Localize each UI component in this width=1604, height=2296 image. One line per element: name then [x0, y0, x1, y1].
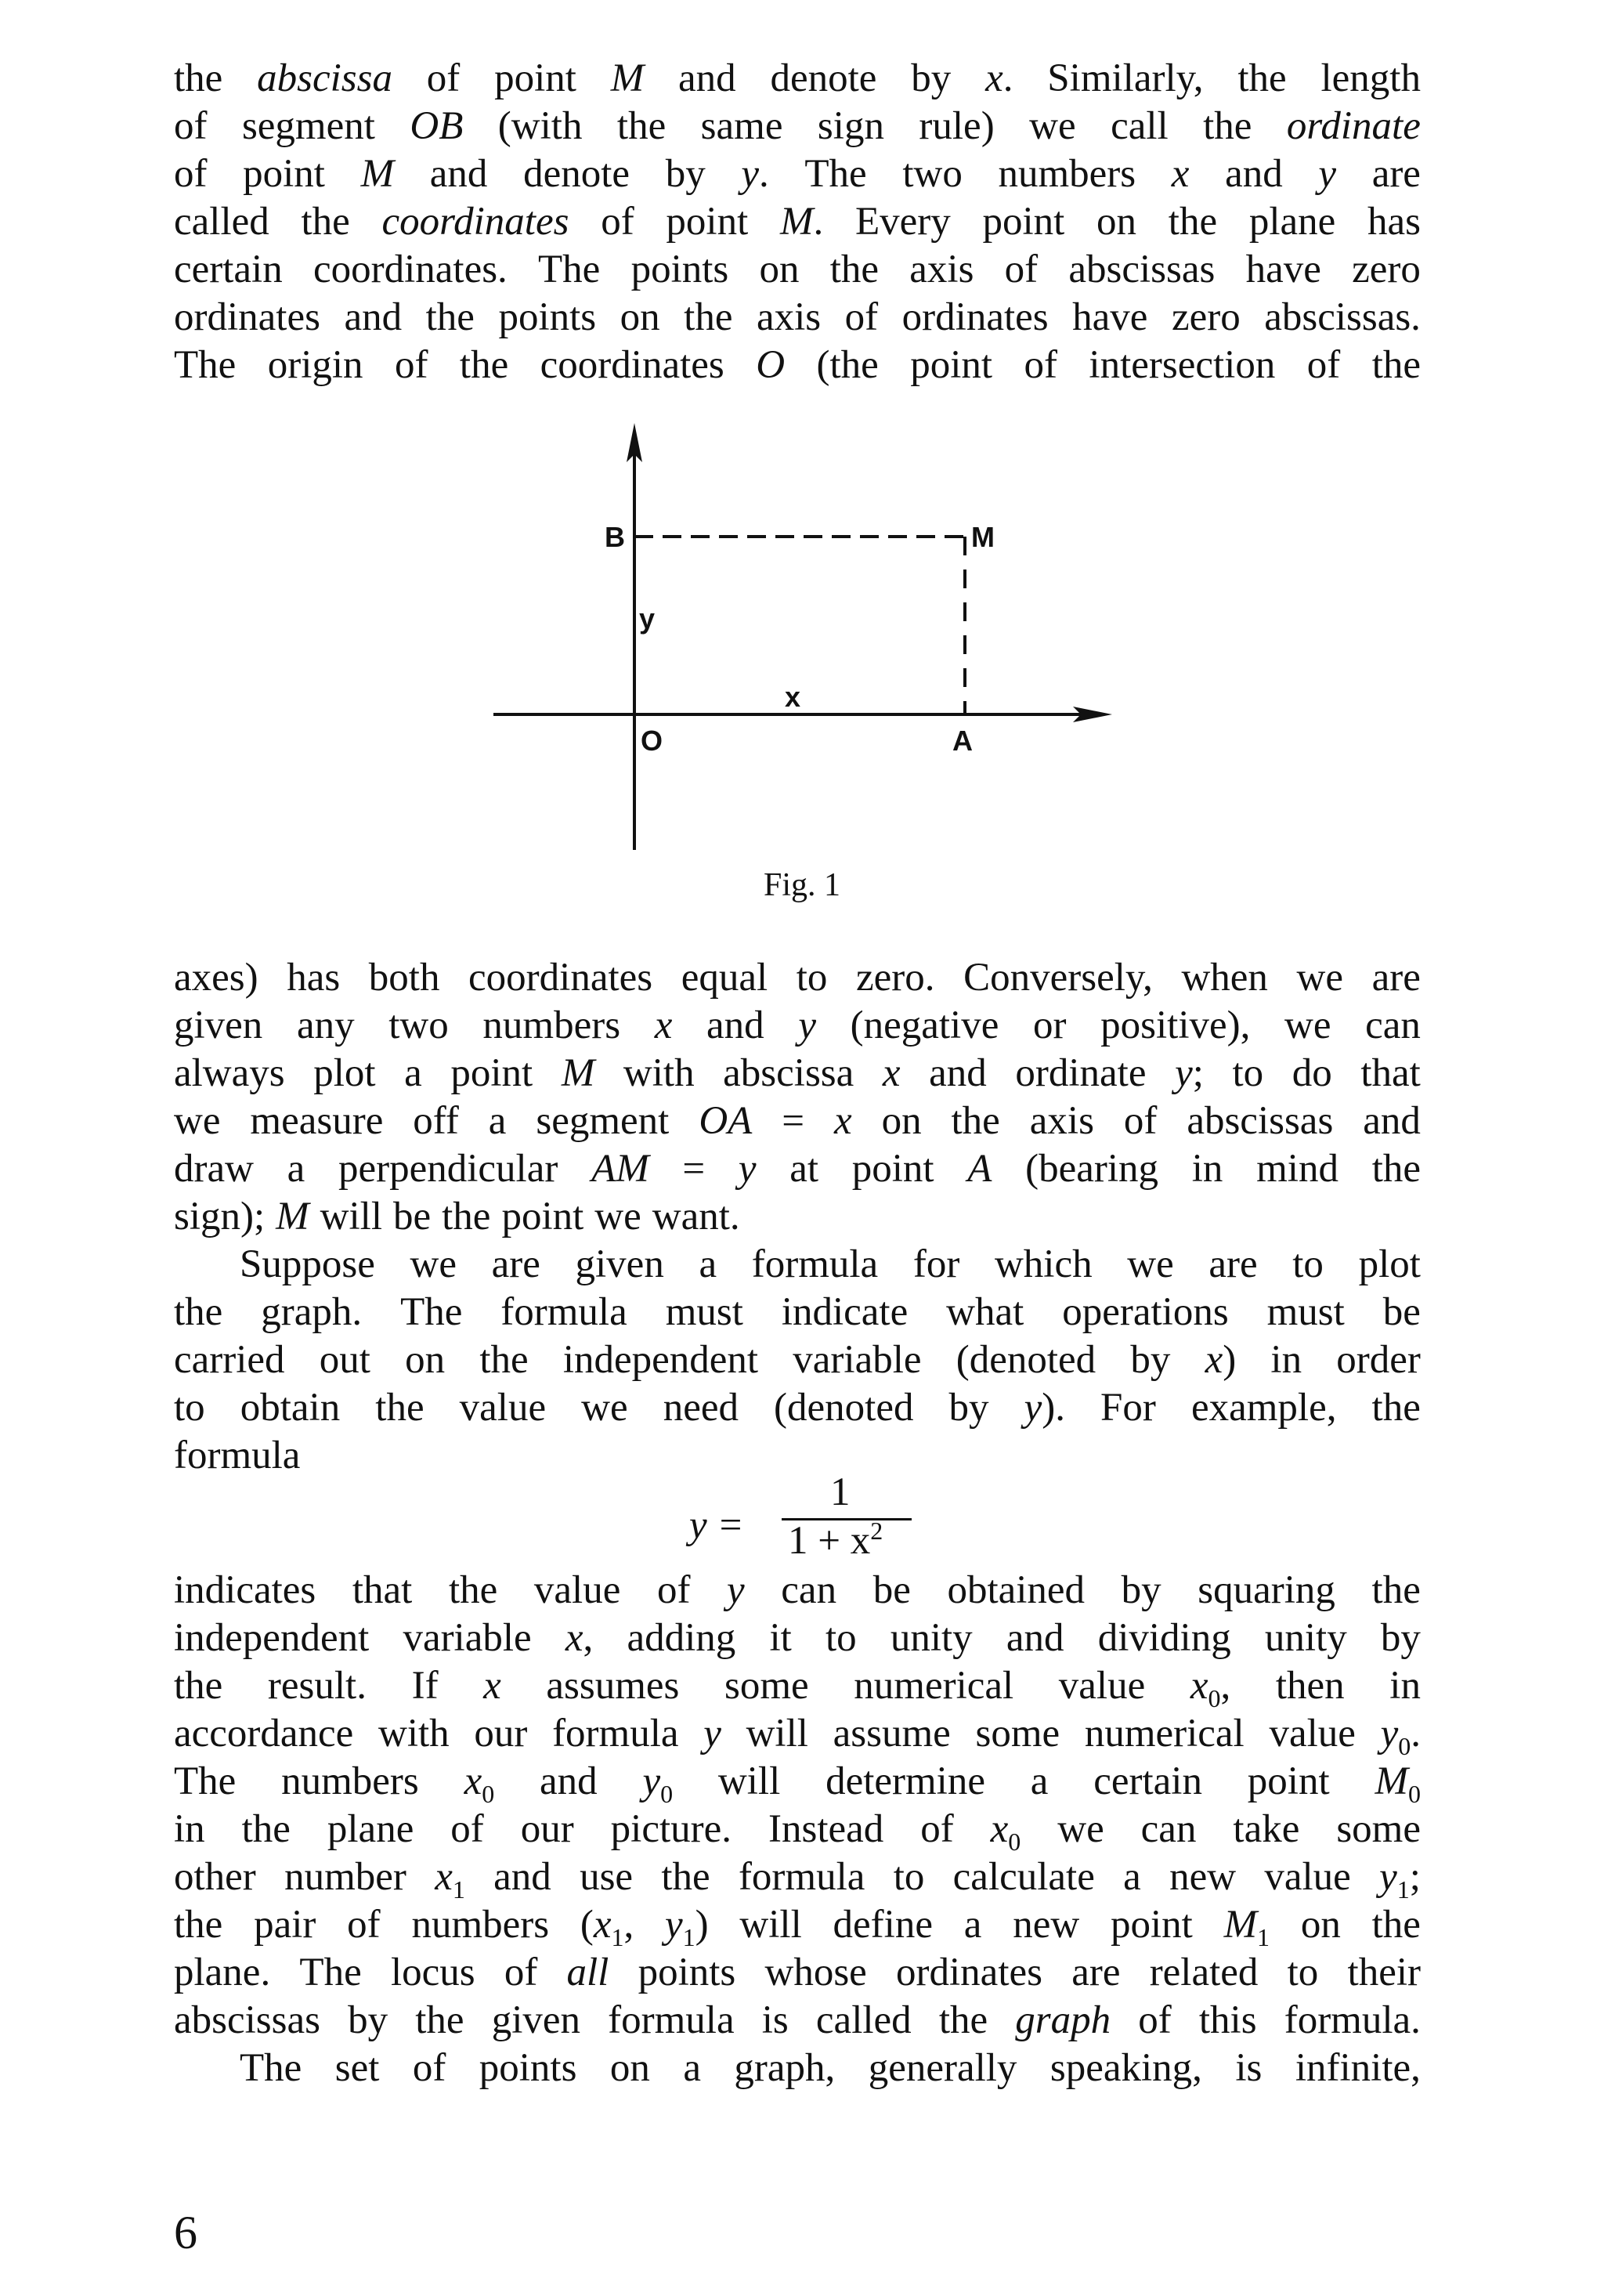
- text-line: Suppose we are given a formula for which we are to plot: [240, 1242, 1421, 1286]
- text-line: of segment OB (with the same sign rule) we call the ordinate: [174, 104, 1421, 148]
- label-b: B: [605, 521, 625, 553]
- text-line: given any two numbers x and y (negative or positive), we can: [174, 1003, 1421, 1047]
- text-line: draw a perpendicular AM = y at point A (bearing in mind the: [174, 1147, 1421, 1191]
- formula-denominator-exponent: 2: [870, 1517, 883, 1545]
- paragraph-1: [174, 55, 1421, 389]
- figure-caption: Fig. 1: [763, 867, 841, 903]
- text-line: other number $x_1$ and use the formula to calculate a new value $y_1$;: [174, 1855, 1421, 1904]
- label-o: O: [641, 725, 663, 757]
- text-line: plane. The locus of all points whose ordinates are related to their: [174, 1951, 1421, 1994]
- text-line: the result. If x assumes some numerical value $x_0$, then in: [174, 1664, 1421, 1713]
- formula-denominator: [788, 1518, 883, 1564]
- text-line: accordance with our formula y will assume some numerical value $y_0$.: [174, 1712, 1421, 1761]
- label-y: y: [639, 602, 656, 635]
- text-line: called the coordinates of point M. Every point on the plane has: [174, 200, 1421, 244]
- text-line: the abscissa of point M and denote by x. Similarly, the length: [174, 56, 1421, 100]
- label-m: M: [971, 521, 995, 553]
- text-line: The set of points on a graph, generally speaking, is infinite,: [240, 2046, 1421, 2090]
- text-line: always plot a point M with abscissa x and ordinate y; to do that: [174, 1051, 1421, 1095]
- text-line: in the plane of our picture. Instead of $x_0$ we can take some: [174, 1807, 1421, 1857]
- text-line: sign); M will be the point we want.: [174, 1195, 740, 1238]
- text-line: certain coordinates. The points on the axis of abscissas have zero: [174, 248, 1421, 291]
- paragraph-3: [174, 1567, 1421, 2092]
- formula-lhs: y =: [689, 1503, 744, 1547]
- text-line: carried out on the independent variable (denoted by x) in order: [174, 1338, 1421, 1382]
- paragraph-2: [174, 954, 1421, 1480]
- text-line: of point M and denote by y. The two numbers x and y are: [174, 152, 1421, 196]
- text-line: to obtain the value we need (denoted by y). For example, the: [174, 1386, 1421, 1430]
- text-line: the pair of numbers ($x_1$, $y_1$) will define a new point $M_1$ on the: [174, 1903, 1421, 1952]
- text-line: ordinates and the points on the axis of ordinates have zero abscissas.: [174, 295, 1421, 339]
- formula-denominator-base: 1 + x: [788, 1519, 871, 1563]
- text-line: we measure off a segment OA = x on the axis of abscissas and: [174, 1099, 1421, 1143]
- label-a: A: [952, 725, 973, 757]
- formula-numerator: 1: [830, 1470, 851, 1514]
- figure-1-coordinate-diagram: [486, 423, 1112, 862]
- text-line: formula: [174, 1434, 301, 1477]
- text-line: independent variable x, adding it to unity and dividing unity by: [174, 1616, 1421, 1660]
- label-x: x: [785, 681, 801, 713]
- formula: [689, 1471, 940, 1565]
- text-line: The origin of the coordinates O (the point of intersection of the: [174, 343, 1421, 387]
- text-line: The numbers $x_0$ and $y_0$ will determine a certain point $M_0$: [174, 1759, 1421, 1809]
- text-line: the graph. The formula must indicate what operations must be: [174, 1290, 1421, 1334]
- text-line: abscissas by the given formula is called the graph of this formula.: [174, 1998, 1421, 2042]
- text-line: indicates that the value of y can be obtained by squaring the: [174, 1568, 1421, 1612]
- page-number: 6: [174, 2207, 197, 2258]
- text-line: axes) has both coordinates equal to zero. Conversely, when we are: [174, 956, 1421, 1000]
